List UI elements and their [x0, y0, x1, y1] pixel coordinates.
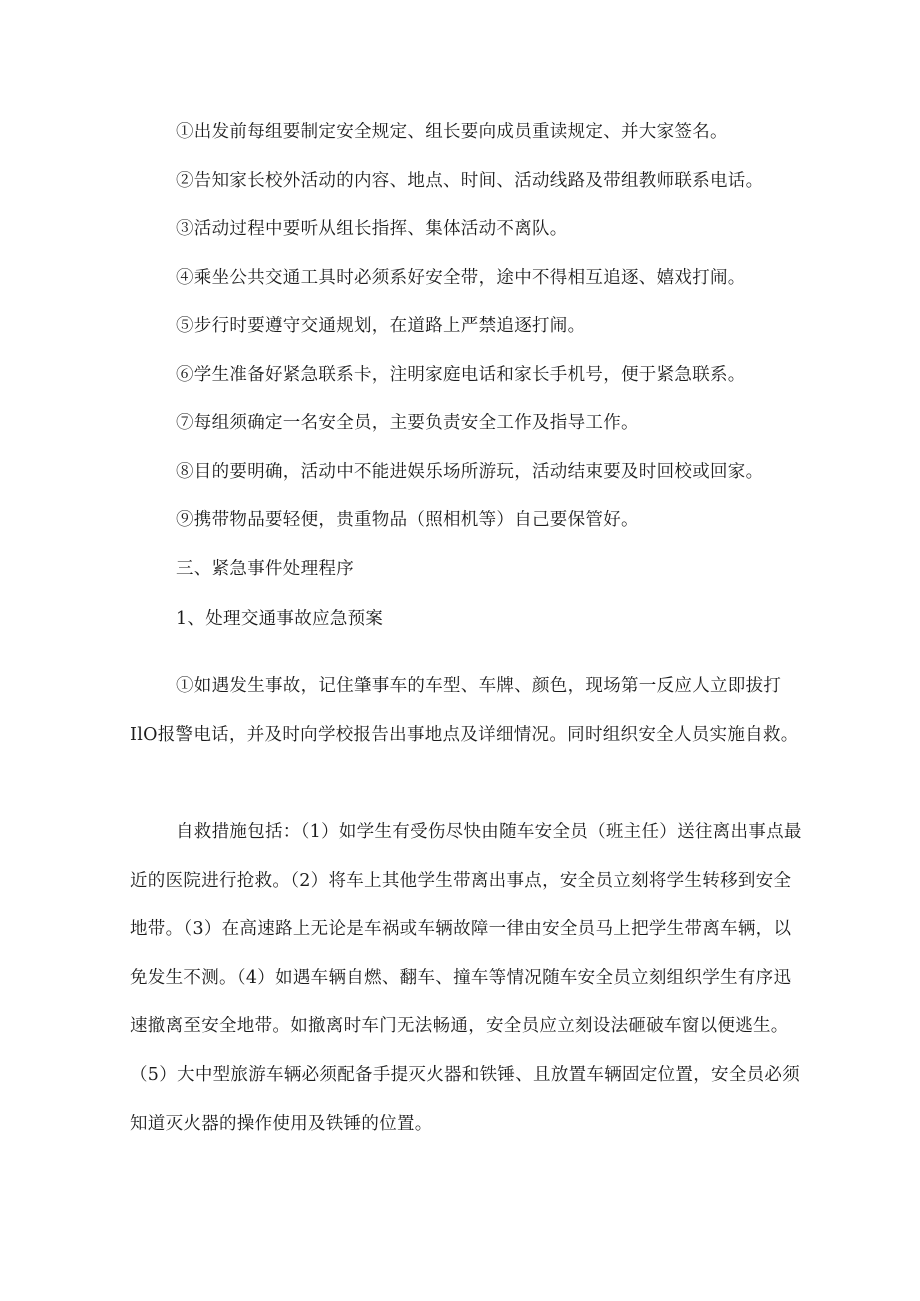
rule-item-2: ②告知家长校外活动的内容、地点、时间、活动线路及带组教师联系电话。	[176, 171, 764, 191]
rule-item-9: ⑨携带物品要轻便，贵重物品（照相机等）自己要保管好。	[176, 510, 639, 530]
rule-item-1: ①出发前每组要制定安全规定、组长要向成员重读规定、并大家签名。	[176, 122, 728, 142]
subsection-heading: 1、处理交通事故应急预案	[176, 609, 384, 629]
accident-paragraph	[130, 662, 802, 759]
self-rescue-paragraph	[130, 808, 802, 1148]
rule-item-7: ⑦每组须确定一名安全员，主要负责安全工作及指导工作。	[176, 413, 639, 433]
rule-item-3: ③活动过程中要听从组长指挥、集体活动不离队。	[176, 219, 568, 239]
accident-paragraph-text: ①如遇发生事故，记住肇事车的车型、车牌、颜色，现场第一反应人立即拔打IlO报警电话，并及时向学校报告出事地点及详细情况。同时组织安全人员实施自救。	[130, 676, 799, 745]
rule-item-4: ④乘坐公共交通工具时必须系好安全带，途中不得相互追逐、嬉戏打闹。	[176, 268, 746, 288]
section-heading: 三、紧急事件处理程序	[176, 559, 354, 579]
rule-item-5: ⑤步行时要遵守交通规划，在道路上严禁追逐打闹。	[176, 316, 586, 336]
self-rescue-paragraph-text: 自救措施包括：（1）如学生有受伤尽快由随车安全员（班主任）送往离出事点最近的医院进行抢救。（2）将车上其他学生带离出事点，安全员立刻将学生转移到安全地带。（3）在高速路上无论是车祸或车辆故障一律由安全员马上把学生带离车辆，以免发生不测。（4）如遇车辆自燃、翻车、撞车等情况随车安全员立刻组织学生有序迅速撤离至安全地带。如撤离时车门无法畅通，安全员应立刻设法砸破车窗以便逃生。（5）大中型旅游车辆必须配备手提灭火器和铁锤、且放置车辆固定位置，安全员必须知道灭火器的操作使用及铁锤的位置。	[130, 822, 802, 1134]
rule-item-8: ⑧目的要明确，活动中不能进娱乐场所游玩，活动结束要及时回校或回家。	[176, 462, 764, 482]
rule-item-6: ⑥学生准备好紧急联系卡，注明家庭电话和家长手机号，便于紧急联系。	[176, 365, 746, 385]
